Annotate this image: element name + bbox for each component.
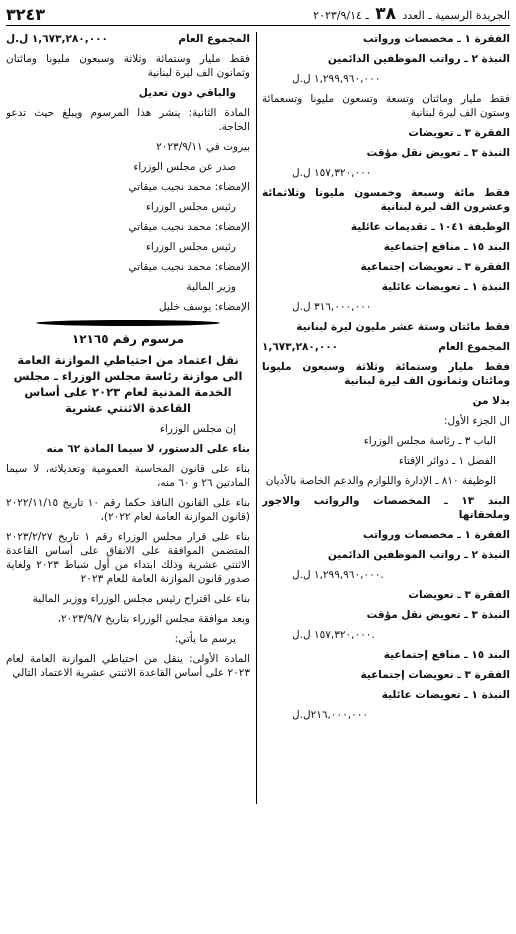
right-line: البند ١٥ ـ منافع إجتماعية — [383, 241, 510, 253]
issue-number: ٣٨ — [375, 4, 396, 24]
journal-name: الجريدة الرسمية ـ العدد — [402, 9, 510, 22]
left-line: والباقي دون تعديل — [138, 87, 236, 99]
decree-line: المادة الأولى: ينقل من احتياطي الموازنة العامة لعام ٢٠٢٣ على أساس القاعدة الاثنتي عشرية الاعتماد التالي — [6, 653, 250, 679]
decree-title: نقل اعتماد من احتياطي الموازنة العامة الى موازنة رئاسة مجلس الوزراء ـ مجلس الخدمة المدنية لعام ٢٠٢٣ على أساس القاعدة الاثنتي عشرية — [13, 353, 243, 415]
left-line: وزير المالية — [186, 281, 236, 293]
left-line: الإمضاء: يوسف خليل — [158, 301, 250, 313]
right-total-row — [262, 340, 510, 354]
right-line: النبذة ٢ ـ رواتب الموظفين الدائمين — [327, 53, 510, 65]
right-amount: ١٥٧,٣٢٠,٠٠٠ ل.ل — [292, 167, 372, 179]
left-total-row — [6, 32, 250, 46]
page-number: ٣٢٤٣ — [6, 4, 46, 24]
right-line: النبذة ١ ـ تعويضات عائلية — [381, 689, 510, 701]
right-line: فقط مائتان وستة عشر مليون ليرة لبنانية — [296, 321, 510, 333]
journal-title — [313, 4, 510, 24]
right-line: فقط مليار ومائتان وتسعة وتسعون مليونا وتسعمائة وستون الف ليرة لبنانية — [262, 93, 510, 119]
right-line: الفقرة ٣ ـ تعويضات — [408, 127, 510, 139]
right-amount: ١,٢٩٩,٩٦٠,٠٠٠ ل.ل — [292, 73, 381, 85]
right-line: الفقرة ٣ ـ تعويضات — [408, 589, 510, 601]
left-line: رئيس مجلس الوزراء — [145, 241, 236, 253]
decree-line: يرسم ما يأتي: — [174, 633, 236, 645]
right-line: الفقرة ١ ـ مخصصات ورواتب — [362, 529, 510, 541]
left-line: الإمضاء: محمد نجيب ميقاتي — [128, 261, 250, 273]
right-line: النبذة ٢ ـ رواتب الموظفين الدائمين — [327, 549, 510, 561]
issue-date: ـ ٢٠٢٣/٩/١٤ — [313, 9, 369, 22]
left-line: الإمضاء: محمد نجيب ميقاتي — [128, 221, 250, 233]
right-line: النبذة ١ ـ تعويضات عائلية — [381, 281, 510, 293]
decree-body — [6, 422, 250, 680]
page-header — [6, 3, 510, 26]
decree-line: بناء على القانون النافذ حكما رقم ١٠ تاريخ ٢٠٢٢/١١/١٥ (قانون الموازنة العامة لعام ٢٠٢٢)، — [6, 497, 250, 523]
left-line: المادة الثانية: ينشر هذا المرسوم ويبلغ حيث تدعو الحاجة. — [6, 107, 250, 133]
decree-line: بناء على اقتراح رئيس مجلس الوزراء ووزير المالية — [32, 593, 250, 605]
right-amount: ١٥٧,٣٢٠,٠٠٠ ل.ل. — [292, 629, 375, 641]
left-line: رئيس مجلس الوزراء — [145, 201, 236, 213]
right-line: الباب ٣ ـ رئاسة مجلس الوزراء — [363, 435, 496, 447]
right-line: فقط مائة وسبعة وخمسون مليونا وثلاثمائة وعشرون الف ليرة لبنانية — [262, 187, 510, 213]
right-line: البند ١٥ ـ منافع إجتماعية — [383, 649, 510, 661]
right-line: النبذة ٣ ـ تعويض نقل مؤقت — [366, 609, 510, 621]
decree-line: بناء على الدستور، لا سيما المادة ٦٢ منه — [46, 443, 250, 455]
left-line: بيروت في ٢٠٢٣/٩/١١ — [156, 141, 250, 153]
right-line: النبذة ٣ ـ تعويض نقل مؤقت — [366, 147, 510, 159]
total-label: المجموع العام — [438, 341, 510, 353]
total-label: المجموع العام — [178, 33, 250, 45]
right-line: ال الجزء الأول: — [444, 415, 510, 427]
left-line: صدر عن مجلس الوزراء — [133, 161, 236, 173]
section-divider — [36, 320, 220, 326]
column-divider — [256, 32, 257, 804]
left-column-top — [6, 32, 250, 314]
right-amount: ٢١٦,٠٠٠,٠٠٠ل.ل — [292, 709, 369, 721]
right-line: البند ١٣ ـ المخصصات والرواتب والاجور وملحقاتها — [262, 495, 510, 521]
right-amount: ١,٢٩٩,٩٦٠,٠٠٠ ل.ل. — [292, 569, 384, 581]
total-amount: ١,٦٧٣,٢٨٠,٠٠٠ — [262, 341, 339, 353]
right-line: بدلا من — [472, 395, 510, 407]
decree-line: بناء على قرار مجلس الوزراء رقم ١ تاريخ ٢٠٢٣/٢/٢٧ المتضمن الموافقة على الانفاق على أساس القاعدة الاثنتي عشرية وذلك ابتداء من أول شباط ٢٠٢٣ ولغاية صدور قانون الموازنة العامة للعام ٢٠٢٣ — [6, 531, 250, 585]
right-line: الوظيفة ٨١٠ ـ الإدارة واللوازم والدعم الخاصة بالأديان — [265, 475, 496, 487]
left-line: الإمضاء: محمد نجيب ميقاتي — [128, 181, 250, 193]
right-column — [262, 32, 510, 926]
total-amount: ١,٦٧٣,٢٨٠,٠٠٠ ل.ل — [6, 33, 108, 45]
right-line: الفقرة ٣ ـ تعويضات إجتماعية — [360, 261, 510, 273]
decree-line: إن مجلس الوزراء — [159, 423, 236, 435]
left-column — [6, 32, 250, 926]
right-amount: ٣١٦,٠٠٠,٠٠٠ ل.ل — [292, 301, 372, 313]
right-line: الفصل ١ ـ دوائر الإفتاء — [398, 455, 496, 467]
left-line: فقط مليار وستمائة وثلاثة وسبعون مليونا ومائتان وثمانون الف ليرة لبنانية — [6, 53, 250, 79]
right-line: الوظيفة ١٠٤١ ـ تقديمات عائلية — [350, 221, 510, 233]
decree-line: بناء على قانون المحاسبة العمومية وتعديلاته، لا سيما المادتين ٢٦ و ٦٠ منه، — [6, 463, 250, 489]
right-line: فقط مليار وستمائة وثلاثة وسبعون مليونا ومائتان وثمانون الف ليرة لبنانية — [262, 361, 510, 387]
decree-line: وبعد موافقة مجلس الوزراء بتاريخ ٢٠٢٣/٩/٧، — [57, 613, 250, 625]
decree-number: مرسوم رقم ١٢١٦٥ — [71, 332, 185, 346]
right-line: الفقرة ٣ ـ تعويضات إجتماعية — [360, 669, 510, 681]
right-line: الفقرة ١ ـ مخصصات ورواتب — [362, 33, 510, 45]
